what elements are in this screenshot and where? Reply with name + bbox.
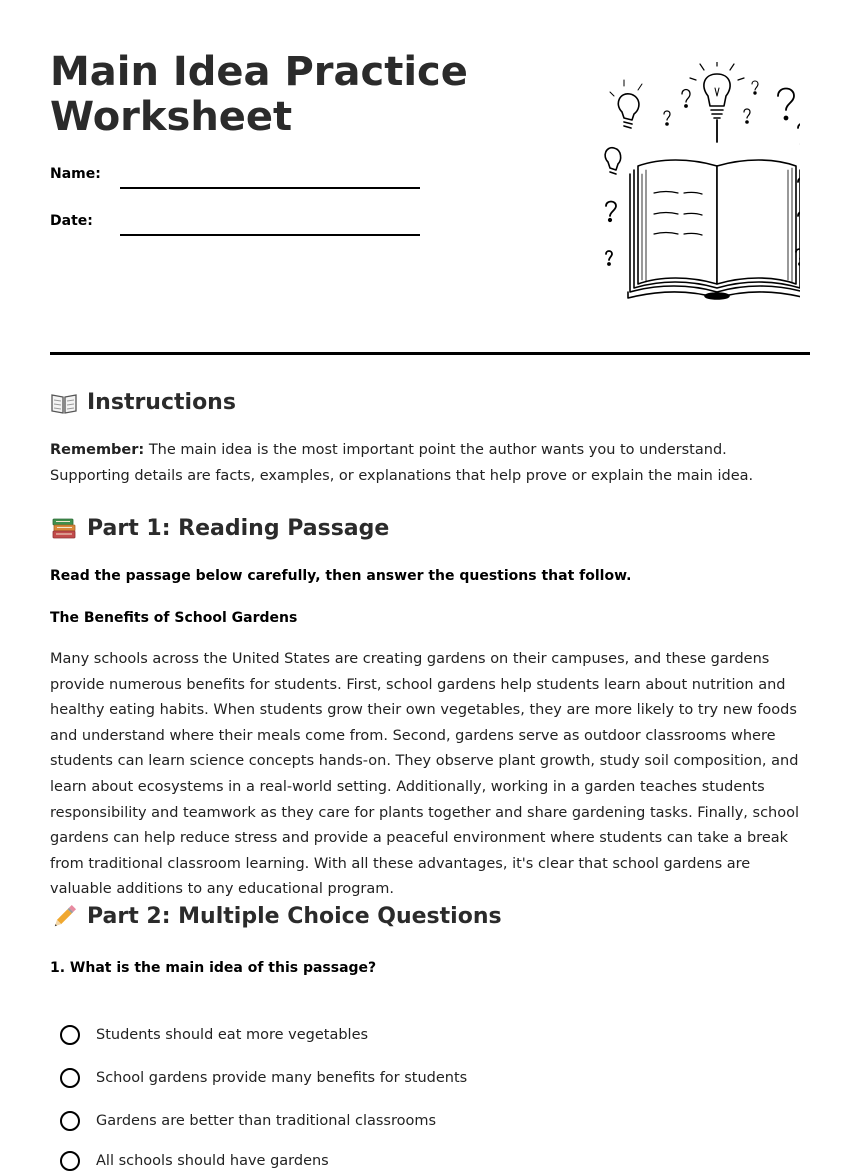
pencil-icon	[50, 904, 78, 930]
passage-title: The Benefits of School Gardens	[50, 610, 298, 626]
question-1-option-a[interactable]	[60, 1022, 368, 1048]
name-input-line[interactable]	[120, 187, 420, 189]
instructions-heading-text: Instructions	[87, 390, 236, 415]
date-label: Date:	[50, 213, 93, 229]
date-input-line[interactable]	[120, 234, 420, 236]
part1-heading	[50, 515, 389, 543]
option-label: Gardens are better than traditional classrooms	[96, 1113, 437, 1129]
worksheet-title: Main Idea Practice Worksheet	[50, 49, 468, 140]
books-icon	[50, 516, 78, 542]
date-field[interactable]	[50, 207, 420, 237]
instructions-heading	[50, 389, 236, 417]
radio-button[interactable]	[60, 1111, 80, 1131]
option-label: School gardens provide many benefits for students	[96, 1070, 468, 1086]
name-field[interactable]	[50, 160, 420, 190]
question-1-prompt: 1. What is the main idea of this passage?	[50, 960, 377, 976]
part1-direction: Read the passage below carefully, then answer the questions that follow.	[50, 568, 632, 584]
part1-heading-text: Part 1: Reading Passage	[87, 516, 390, 541]
book-lightbulb-illustration	[550, 62, 800, 302]
worksheet-page	[50, 0, 810, 1169]
part2-heading	[50, 903, 502, 931]
open-book-drawing	[628, 160, 800, 299]
remember-label: Remember:	[50, 442, 145, 458]
part2-heading-text: Part 2: Multiple Choice Questions	[87, 904, 502, 929]
lightbulb-center-drawing	[690, 62, 744, 142]
option-label: Students should eat more vegetables	[96, 1027, 369, 1043]
instructions-text: The main idea is the most important point the author wants you to understand. Supporting details are facts, examples, or explanations that help prove or explain the main idea.	[50, 442, 754, 484]
lightbulb-small-drawing	[605, 148, 621, 174]
radio-button[interactable]	[60, 1068, 80, 1088]
lightbulb-left-drawing	[610, 80, 642, 128]
radio-button[interactable]	[60, 1151, 80, 1171]
option-label: All schools should have gardens	[96, 1153, 329, 1169]
radio-button[interactable]	[60, 1025, 80, 1045]
open-book-icon	[50, 390, 78, 416]
question-1-option-b[interactable]	[60, 1065, 467, 1091]
instructions-text-block	[50, 438, 810, 489]
worksheet-header	[50, 0, 810, 355]
question-1-option-d[interactable]	[60, 1148, 329, 1174]
question-1-option-c[interactable]	[60, 1108, 436, 1134]
name-label: Name:	[50, 166, 101, 182]
passage-text: Many schools across the United States are creating gardens on their campuses, and these gardens provide numerous benefits for students. First, school gardens help students learn about nutrition and healthy eating habits. When students grow their own vegetables, they are more likely to try new foods and understand where their meals come from. Second, gardens serve as outdoor classrooms where students can learn science concepts hands-on. They observe plant growth, study soil composition, and learn about ecosystems in a real-world setting. Additionally, working in a garden teaches students responsibility and teamwork as they care for plants together and share gardening tasks. Finally, school gardens can help reduce stress and provide a peaceful environment where students can take a break from traditional classroom learning. With all these advantages, it's clear that school gardens are valuable additions to any educational program.	[50, 651, 800, 898]
